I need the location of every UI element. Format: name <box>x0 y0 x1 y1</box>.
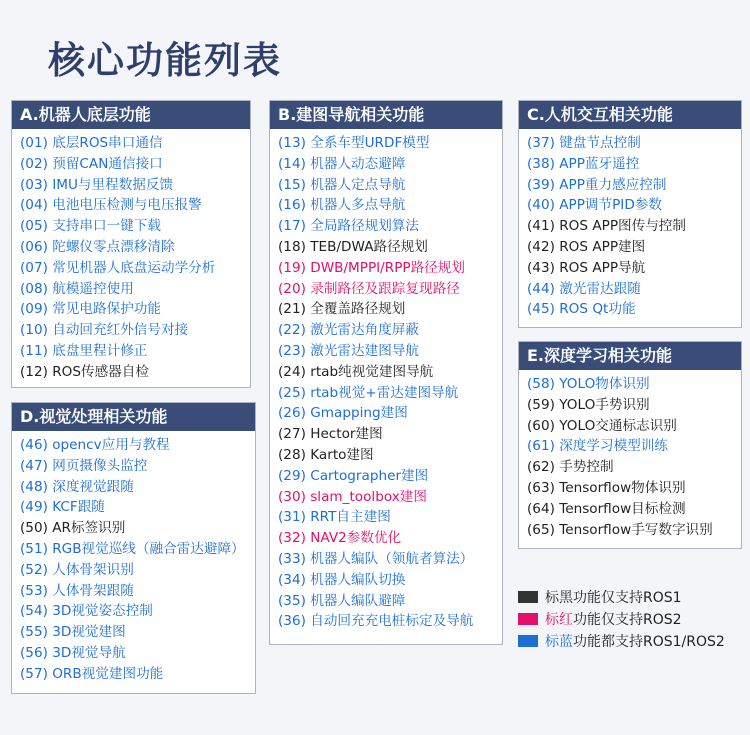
feature-item: (38) APP蓝牙遥控 <box>527 155 640 172</box>
feature-item: (40) APP调节PID参数 <box>527 197 662 214</box>
feature-item: (23) 激光雷达建图导航 <box>278 342 419 359</box>
feature-item: (02) 预留CAN通信接口 <box>20 155 163 172</box>
legend-key-blue: 标蓝 <box>545 634 573 650</box>
feature-item: (64) Tensorflow目标检测 <box>527 500 686 517</box>
panel-c-list <box>519 129 741 320</box>
feature-item: (22) 激光雷达角度屏蔽 <box>278 322 419 339</box>
feature-item: (59) YOLO手势识别 <box>527 396 650 413</box>
feature-item: (65) Tensorflow手写数字识别 <box>527 521 713 538</box>
panel-e-list <box>519 370 741 540</box>
feature-item: (31) RRT自主建图 <box>278 509 391 526</box>
feature-item: (04) 电池电压检测与电压报警 <box>20 197 202 214</box>
legend-swatch-black <box>518 591 538 603</box>
feature-item: (25) rtab视觉+雷达建图导航 <box>278 384 459 401</box>
feature-item: (55) 3D视觉建图 <box>20 624 126 641</box>
feature-item: (52) 人体骨架识别 <box>20 561 134 578</box>
feature-item: (62) 手势控制 <box>527 459 614 476</box>
feature-item: (09) 常见电路保护功能 <box>20 301 161 318</box>
feature-item: (18) TEB/DWA路径规划 <box>278 238 428 255</box>
feature-item: (12) ROS传感器自检 <box>20 363 149 380</box>
feature-item: (49) KCF跟随 <box>20 499 105 516</box>
feature-item: (45) ROS Qt功能 <box>527 301 636 318</box>
feature-item: (37) 键盘节点控制 <box>527 135 641 151</box>
legend-desc-blue: 功能都支持ROS1/ROS2 <box>573 634 725 650</box>
panel-d-vision-processing <box>11 402 256 694</box>
feature-item: (56) 3D视觉导航 <box>20 644 126 661</box>
legend-swatch-red <box>518 613 538 625</box>
feature-item: (11) 底盘里程计修正 <box>20 342 148 359</box>
feature-item: (32) NAV2参数优化 <box>278 530 402 547</box>
feature-item: (63) Tensorflow物体识别 <box>527 479 686 496</box>
panel-b-header: B.建图导航相关功能 <box>270 101 502 129</box>
feature-item: (03) IMU与里程数据反馈 <box>20 176 174 193</box>
feature-item: (34) 机器人编队切换 <box>278 571 406 588</box>
feature-item: (21) 全覆盖路径规划 <box>278 301 406 318</box>
feature-item: (19) DWB/MPPI/RPP路径规划 <box>278 259 465 276</box>
feature-item: (08) 航模遥控使用 <box>20 280 134 297</box>
legend-key-red: 标红 <box>545 612 573 628</box>
feature-item: (17) 全局路径规划算法 <box>278 218 419 235</box>
panel-d-header: D.视觉处理相关功能 <box>12 403 255 431</box>
panel-a-header: A.机器人底层功能 <box>12 101 250 129</box>
color-legend <box>518 586 725 652</box>
feature-item: (29) Cartographer建图 <box>278 467 429 484</box>
feature-item: (20) 录制路径及跟踪复现路径 <box>278 280 460 297</box>
feature-item: (44) 激光雷达跟随 <box>527 280 641 297</box>
feature-item: (30) slam_toolbox建图 <box>278 488 427 505</box>
feature-item: (58) YOLO物体识别 <box>527 376 650 392</box>
legend-desc-black: 功能仅支持ROS1 <box>573 590 682 606</box>
feature-item: (51) RGB视觉巡线（融合雷达避障） <box>20 540 245 557</box>
feature-item: (48) 深度视觉跟随 <box>20 478 134 495</box>
feature-item: (46) opencv应用与教程 <box>20 437 170 453</box>
legend-row-red <box>518 608 725 630</box>
feature-item: (16) 机器人多点导航 <box>278 197 406 214</box>
feature-item: (35) 机器人编队避障 <box>278 592 406 609</box>
feature-item: (10) 自动回充红外信号对接 <box>20 322 189 339</box>
feature-item: (05) 支持串口一键下载 <box>20 218 161 235</box>
legend-row-blue <box>518 630 725 652</box>
panel-c-header: C.人机交互相关功能 <box>519 101 741 129</box>
feature-item: (53) 人体骨架跟随 <box>20 582 134 599</box>
feature-item: (54) 3D视觉姿态控制 <box>20 603 153 620</box>
feature-item: (01) 底层ROS串口通信 <box>20 135 163 151</box>
feature-item: (33) 机器人编队（领航者算法） <box>278 550 474 567</box>
feature-item: (41) ROS APP图传与控制 <box>527 218 686 235</box>
feature-item: (07) 常见机器人底盘运动学分析 <box>20 259 216 276</box>
feature-item: (47) 网页摄像头监控 <box>20 457 148 474</box>
feature-item: (15) 机器人定点导航 <box>278 176 406 193</box>
feature-item: (39) APP重力感应控制 <box>527 176 667 193</box>
feature-item: (36) 自动回充充电桩标定及导航 <box>278 613 474 630</box>
feature-item: (24) rtab纯视觉建图导航 <box>278 363 434 380</box>
feature-item: (43) ROS APP导航 <box>527 259 646 276</box>
panel-d-list <box>12 431 255 685</box>
feature-item: (26) Gmapping建图 <box>278 405 408 422</box>
legend-key-black: 标黑 <box>545 590 573 606</box>
feature-item: (13) 全系车型URDF模型 <box>278 135 430 151</box>
legend-row-black <box>518 586 725 608</box>
page-title: 核心功能列表 <box>48 39 282 82</box>
feature-item: (28) Karto建图 <box>278 446 374 463</box>
feature-item: (06) 陀螺仪零点漂移清除 <box>20 238 175 255</box>
panel-a-list <box>12 129 250 383</box>
panel-a-base-functions <box>11 100 251 388</box>
panel-b-list <box>270 129 502 632</box>
feature-item: (50) AR标签识别 <box>20 520 126 537</box>
feature-item: (61) 深度学习模型训练 <box>527 438 668 455</box>
feature-item: (57) ORB视觉建图功能 <box>20 665 164 682</box>
panel-c-human-interaction <box>518 100 742 328</box>
feature-item: (42) ROS APP建图 <box>527 238 646 255</box>
legend-swatch-blue <box>518 635 538 647</box>
feature-item: (27) Hector建图 <box>278 426 383 443</box>
panel-e-deep-learning <box>518 341 742 549</box>
feature-item: (60) YOLO交通标志识别 <box>527 417 677 434</box>
feature-item: (14) 机器人动态避障 <box>278 155 406 172</box>
panel-b-mapping-navigation <box>269 100 503 645</box>
legend-desc-red: 功能仅支持ROS2 <box>573 612 682 628</box>
panel-e-header: E.深度学习相关功能 <box>519 342 741 370</box>
